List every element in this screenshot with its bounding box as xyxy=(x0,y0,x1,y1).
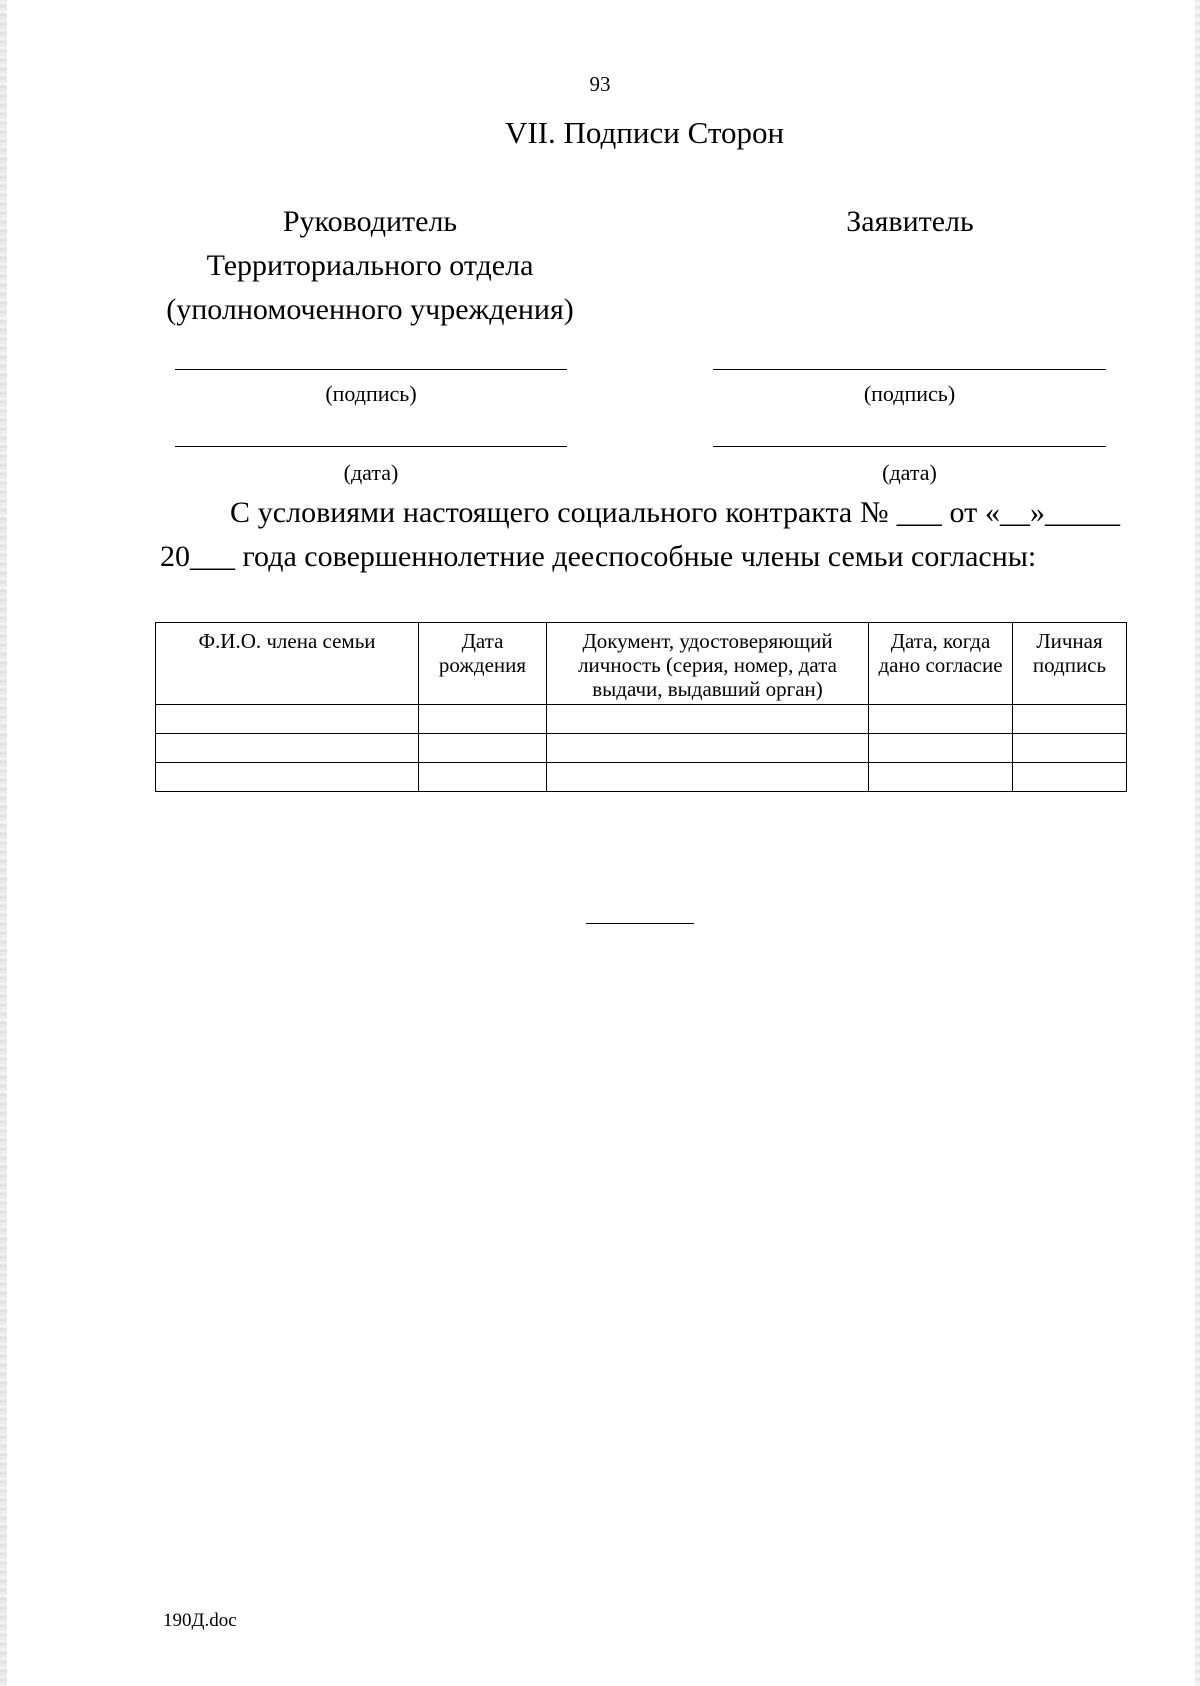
table-cell xyxy=(547,763,869,792)
table-row xyxy=(156,705,1127,734)
table-cell xyxy=(1013,705,1127,734)
table-cell xyxy=(547,705,869,734)
left-signature-line xyxy=(175,369,567,370)
table-cell xyxy=(869,705,1013,734)
column-header-id-document: Документ, удостоверяющий личность (серия, номер, дата выдачи, выдавший орган) xyxy=(547,623,869,705)
table-row xyxy=(156,763,1127,792)
consent-paragraph: С условиями настоящего социального контракта № ___ от «__»_____ 20___ года совершеннолетние дееспособные члены семьи согласны: xyxy=(160,496,1120,573)
left-signature-caption: (подпись) xyxy=(325,381,417,406)
table-header-row xyxy=(156,623,1127,705)
table-cell xyxy=(1013,734,1127,763)
left-date-line xyxy=(175,446,567,447)
scan-edge-right xyxy=(1195,0,1200,1686)
table-cell xyxy=(156,705,419,734)
footer-file-name: 190Д.doc xyxy=(163,1610,237,1631)
column-header-fio: Ф.И.О. члена семьи xyxy=(156,623,419,705)
party-left-title-line: Территориального отдела xyxy=(206,249,534,282)
party-right-heading xyxy=(710,200,1110,244)
table-cell xyxy=(419,705,547,734)
table-cell xyxy=(156,763,419,792)
page-number: 93 xyxy=(589,72,611,96)
table-cell xyxy=(419,734,547,763)
left-date-caption: (дата) xyxy=(343,460,399,485)
right-signature-line xyxy=(713,369,1106,370)
section-title: VII. Подписи Сторон xyxy=(505,115,785,150)
table-cell xyxy=(1013,763,1127,792)
party-left-title-line: Руководитель xyxy=(282,205,458,238)
consent-table xyxy=(155,622,1127,792)
table-cell xyxy=(547,734,869,763)
column-header-signature: Личная подпись xyxy=(1013,623,1127,705)
end-of-text-rule xyxy=(586,923,694,924)
party-left-title-line: (уполномоченного учреждения) xyxy=(166,293,574,326)
right-date-caption: (дата) xyxy=(882,460,937,485)
scan-edge-left xyxy=(0,0,7,1686)
column-header-consent-date: Дата, когда дано согласие xyxy=(869,623,1013,705)
right-signature-caption: (подпись) xyxy=(863,381,956,406)
column-header-birth-date: Дата рождения xyxy=(419,623,547,705)
party-right-title-line: Заявитель xyxy=(846,205,974,238)
table-cell xyxy=(156,734,419,763)
table-cell xyxy=(869,763,1013,792)
right-date-line xyxy=(713,446,1106,447)
party-left-heading xyxy=(140,200,600,332)
table-row xyxy=(156,734,1127,763)
table-cell xyxy=(419,763,547,792)
table-cell xyxy=(869,734,1013,763)
